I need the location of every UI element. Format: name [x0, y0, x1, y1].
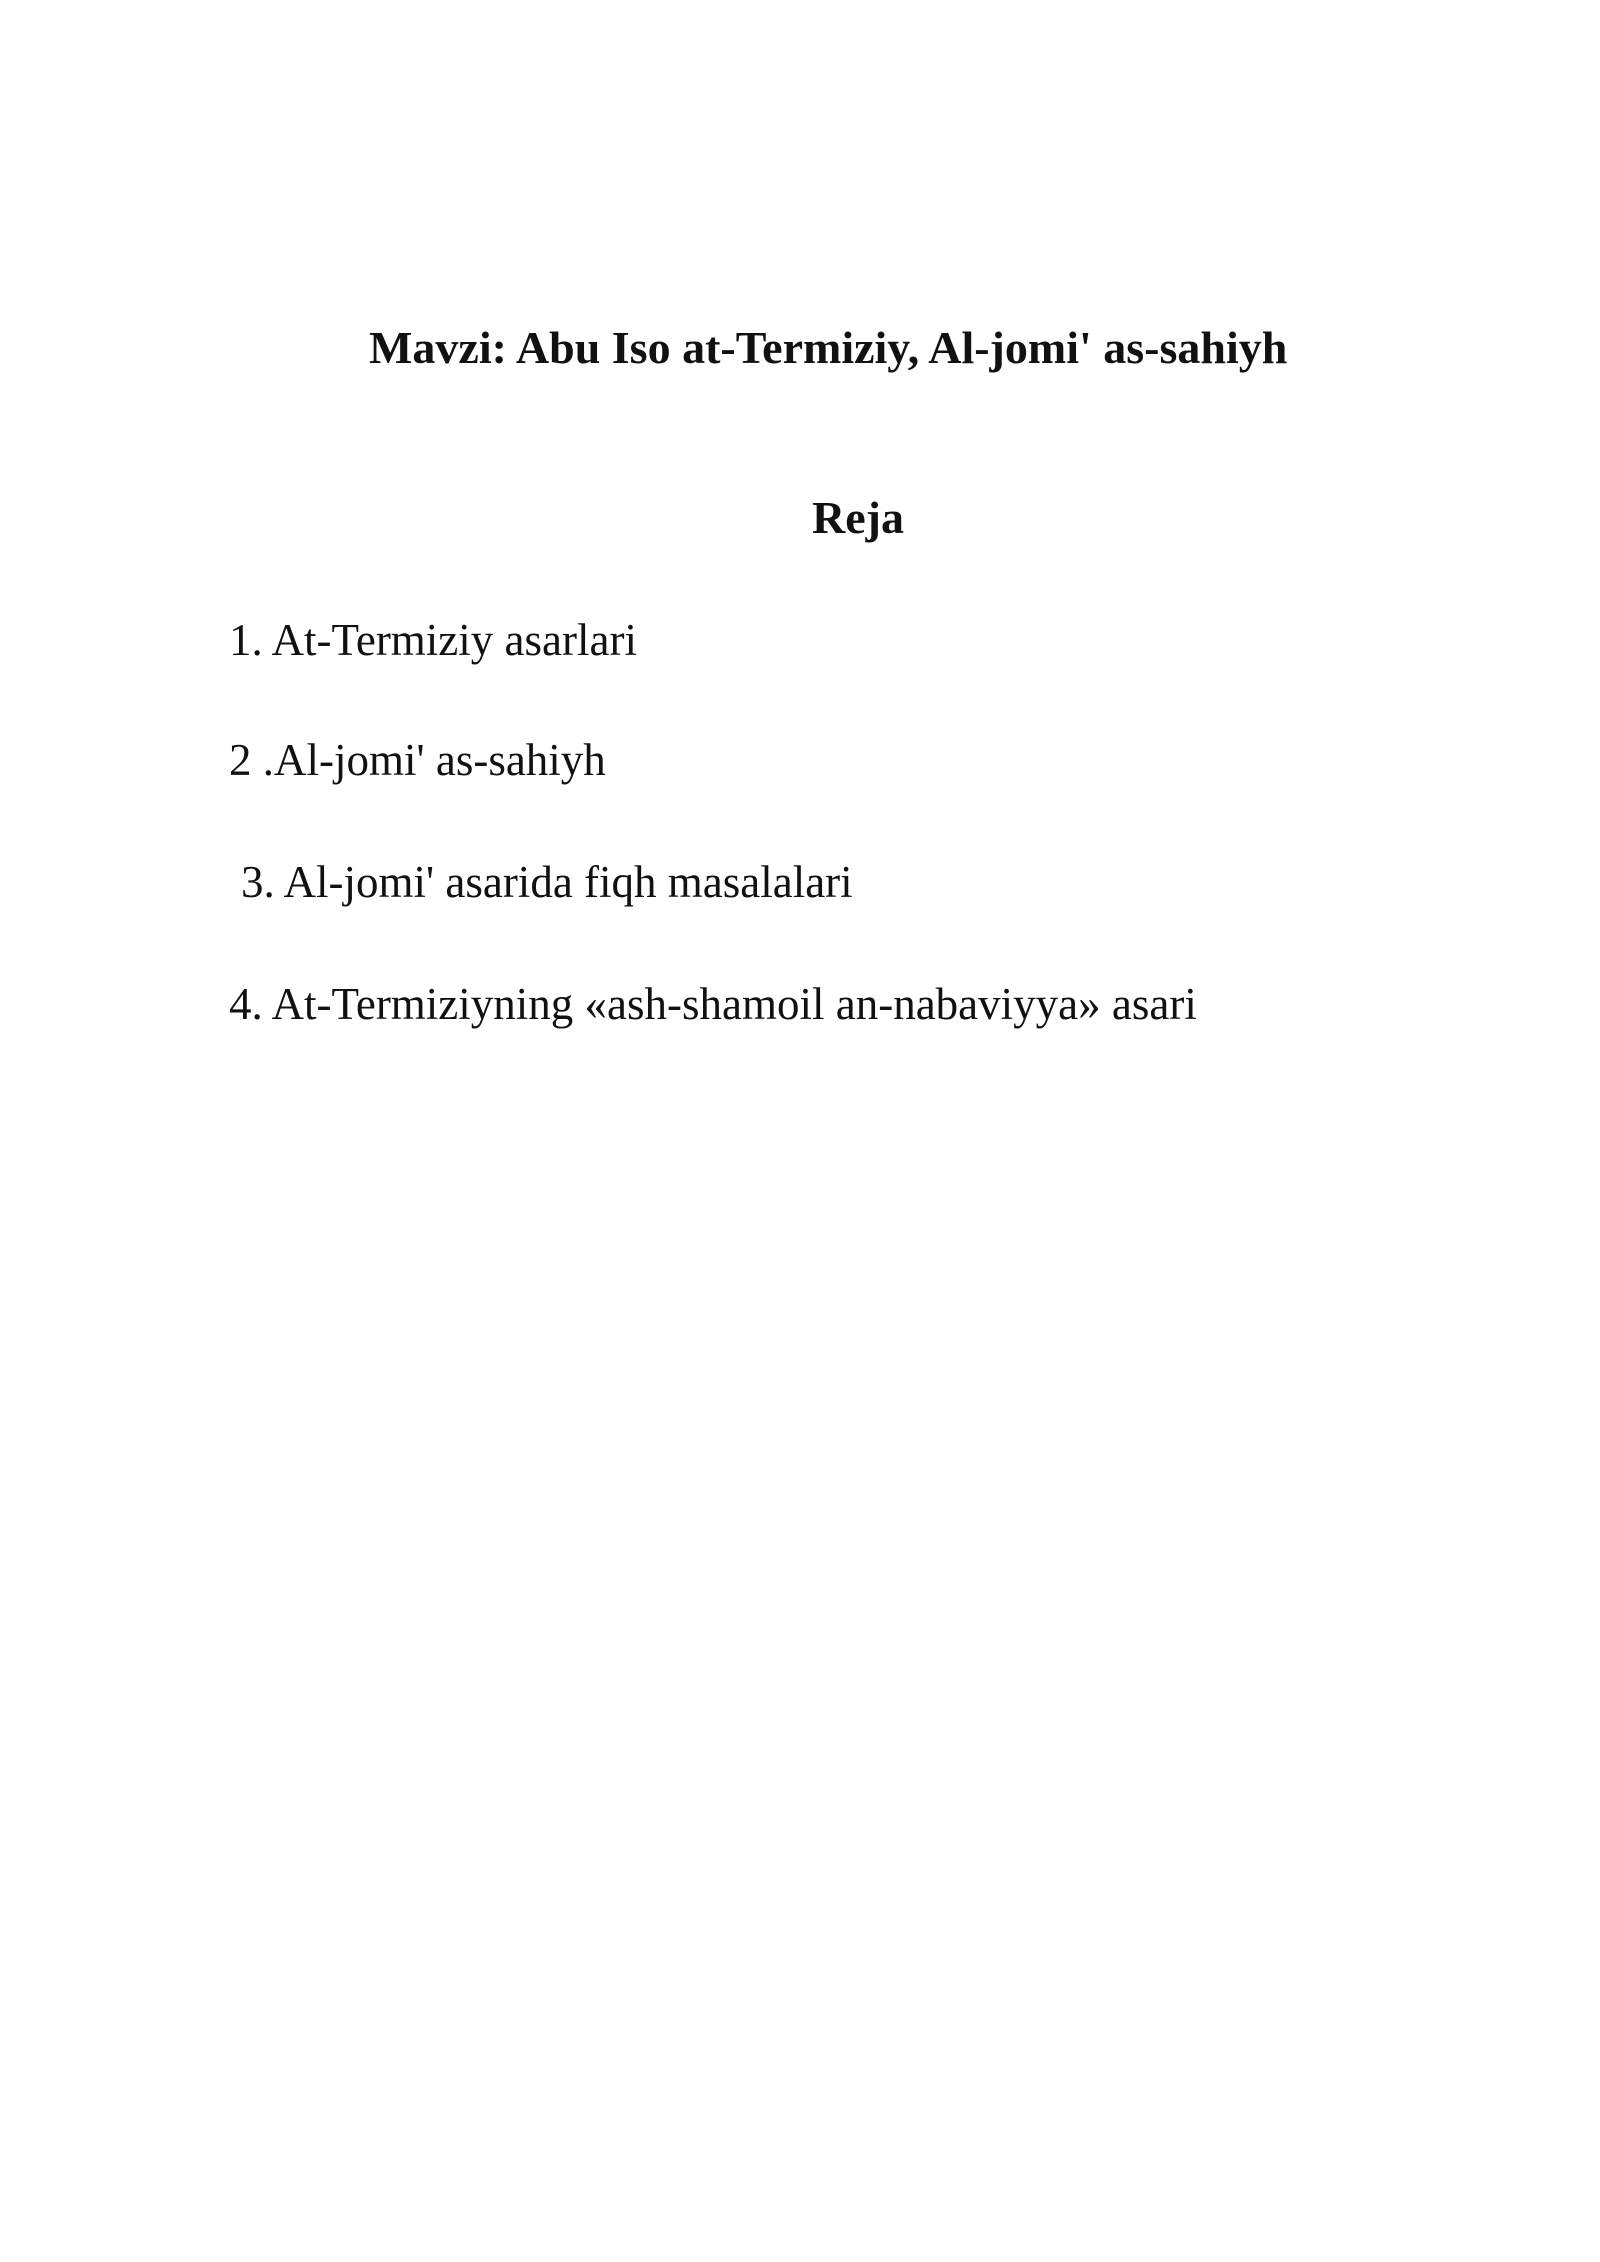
plan-item: 1. At-Termiziy asarlari: [229, 615, 637, 665]
plan-item: 3. Al-jomi' asarida fiqh masalalari: [241, 857, 853, 907]
plan-item: 2 .Al-jomi' as-sahiyh: [229, 735, 606, 785]
plan-item: 4. At-Termiziyning «ash-shamoil an-nabaviyya» asari: [229, 979, 1197, 1029]
page-title: Mavzi: Abu Iso at-Termiziy, Al-jomi' as-sahiyh: [369, 322, 1288, 373]
section-heading-reja: Reja: [812, 492, 904, 543]
